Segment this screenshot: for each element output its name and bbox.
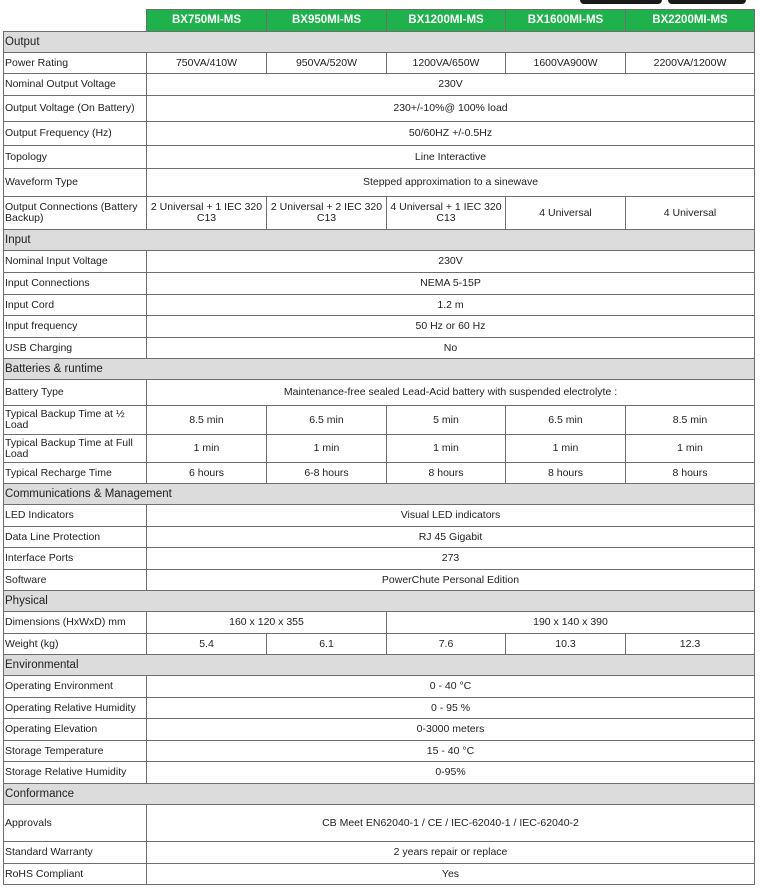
row-label: Typical Recharge Time — [4, 463, 147, 484]
cell-value: 750VA/410W — [147, 53, 267, 74]
cell-value: 4 Universal + 1 IEC 320 C13 — [387, 197, 506, 230]
table-row — [4, 612, 755, 634]
table-row — [4, 634, 755, 655]
model-header: BX2200MI-MS — [626, 10, 755, 32]
row-label: Input Connections — [4, 273, 147, 295]
table-row — [4, 197, 755, 230]
table-row — [4, 316, 755, 338]
cell-value: 1 min — [267, 435, 387, 463]
table-row — [4, 719, 755, 741]
cell-value: 6.5 min — [506, 406, 626, 435]
table-row — [4, 406, 755, 435]
row-label: LED Indicators — [4, 505, 147, 527]
cell-value: Line Interactive — [147, 146, 755, 169]
table-row — [4, 505, 755, 527]
cell-value: 1600VA900W — [506, 53, 626, 74]
cell-value: PowerChute Personal Edition — [147, 570, 755, 591]
cell-value: 1.2 m — [147, 295, 755, 316]
cell-value: 273 — [147, 548, 755, 570]
cell-value: 230V — [147, 251, 755, 273]
table-row — [4, 295, 755, 316]
cell-value: 8 hours — [387, 463, 506, 484]
row-label: Weight (kg) — [4, 634, 147, 655]
row-label: Storage Temperature — [4, 741, 147, 762]
row-label: Battery Type — [4, 380, 147, 406]
table-row — [4, 380, 755, 406]
table-row — [4, 435, 755, 463]
row-label: Standard Warranty — [4, 842, 147, 864]
cell-value: Stepped approximation to a sinewave — [147, 169, 755, 197]
cell-value: 230V — [147, 74, 755, 96]
table-row — [4, 698, 755, 719]
table-row — [4, 96, 755, 122]
row-label: Operating Environment — [4, 676, 147, 698]
cell-value: CB Meet EN62040-1 / CE / IEC-62040-1 / IEC-62040-2 — [147, 805, 755, 842]
model-header: BX750MI-MS — [147, 10, 267, 32]
cell-value: Yes — [147, 864, 755, 885]
table-row — [4, 805, 755, 842]
cell-value: 2200VA/1200W — [626, 53, 755, 74]
table-row — [4, 527, 755, 548]
row-label: Dimensions (HxWxD) mm — [4, 612, 147, 634]
row-label: Operating Relative Humidity — [4, 698, 147, 719]
row-label: Typical Backup Time at ½ Load — [4, 406, 147, 435]
cell-value: 1 min — [147, 435, 267, 463]
row-label: Output Voltage (On Battery) — [4, 96, 147, 122]
spec-table — [3, 9, 755, 885]
cell-value: 1200VA/650W — [387, 53, 506, 74]
cell-value: 0 - 95 % — [147, 698, 755, 719]
top-tab-right — [668, 0, 746, 4]
row-label: Operating Elevation — [4, 719, 147, 741]
model-header: BX1600MI-MS — [506, 10, 626, 32]
cell-value: 8.5 min — [147, 406, 267, 435]
cell-value: 160 x 120 x 355 — [147, 612, 387, 634]
cell-value: 7.6 — [387, 634, 506, 655]
cell-value: 12.3 — [626, 634, 755, 655]
row-label: Approvals — [4, 805, 147, 842]
header-row — [4, 10, 755, 32]
cell-value: 10.3 — [506, 634, 626, 655]
cell-value: 0 - 40 °C — [147, 676, 755, 698]
row-label: Power Rating — [4, 53, 147, 74]
section-title-environmental: Environmental — [4, 655, 755, 676]
cell-value: 6 hours — [147, 463, 267, 484]
table-row — [4, 463, 755, 484]
table-row — [4, 338, 755, 359]
cell-value: 2 Universal + 1 IEC 320 C13 — [147, 197, 267, 230]
model-header: BX950MI-MS — [267, 10, 387, 32]
row-label: Topology — [4, 146, 147, 169]
row-label: Nominal Output Voltage — [4, 74, 147, 96]
row-label: USB Charging — [4, 338, 147, 359]
cell-value: 1 min — [626, 435, 755, 463]
cell-value: 5 min — [387, 406, 506, 435]
cell-value: 1 min — [387, 435, 506, 463]
top-tab-left — [580, 0, 662, 4]
cell-value: 4 Universal — [506, 197, 626, 230]
section-title-batteries: Batteries & runtime — [4, 359, 755, 380]
table-row — [4, 251, 755, 273]
row-label: Input frequency — [4, 316, 147, 338]
cell-value: 6.1 — [267, 634, 387, 655]
cell-value: 8 hours — [506, 463, 626, 484]
cell-value: 1 min — [506, 435, 626, 463]
cell-value: 50 Hz or 60 Hz — [147, 316, 755, 338]
table-row — [4, 676, 755, 698]
cell-value: 4 Universal — [626, 197, 755, 230]
section-row — [4, 784, 755, 805]
header-blank — [4, 10, 147, 32]
cell-value: Visual LED indicators — [147, 505, 755, 527]
row-label: Typical Backup Time at Full Load — [4, 435, 147, 463]
cell-value: 6-8 hours — [267, 463, 387, 484]
cell-value: 190 x 140 x 390 — [387, 612, 755, 634]
row-label: Output Frequency (Hz) — [4, 122, 147, 146]
table-row — [4, 741, 755, 762]
section-row — [4, 230, 755, 251]
cell-value: 8.5 min — [626, 406, 755, 435]
cell-value: 0-95% — [147, 762, 755, 784]
section-title-comms: Communications & Management — [4, 484, 755, 505]
table-row — [4, 169, 755, 197]
cell-value: 8 hours — [626, 463, 755, 484]
table-row — [4, 864, 755, 885]
row-label: Storage Relative Humidity — [4, 762, 147, 784]
section-title-conformance: Conformance — [4, 784, 755, 805]
table-row — [4, 74, 755, 96]
cell-value: RJ 45 Gigabit — [147, 527, 755, 548]
cell-value: 15 - 40 °C — [147, 741, 755, 762]
row-label: Output Connections (Battery Backup) — [4, 197, 147, 230]
cell-value: 2 years repair or replace — [147, 842, 755, 864]
section-title-output: Output — [4, 32, 755, 53]
row-label: Waveform Type — [4, 169, 147, 197]
model-header: BX1200MI-MS — [387, 10, 506, 32]
row-label: Software — [4, 570, 147, 591]
cell-value: 950VA/520W — [267, 53, 387, 74]
cell-value: Maintenance-free sealed Lead-Acid battery with suspended electrolyte : — [147, 380, 755, 406]
section-title-physical: Physical — [4, 591, 755, 612]
cell-value: 230+/-10%@ 100% load — [147, 96, 755, 122]
cell-value: 5.4 — [147, 634, 267, 655]
cell-value: 6.5 min — [267, 406, 387, 435]
section-row — [4, 32, 755, 53]
table-row — [4, 570, 755, 591]
cell-value: No — [147, 338, 755, 359]
row-label: Interface Ports — [4, 548, 147, 570]
table-row — [4, 273, 755, 295]
top-decoration — [580, 0, 750, 6]
cell-value: 50/60HZ +/-0.5Hz — [147, 122, 755, 146]
table-row — [4, 548, 755, 570]
section-title-input: Input — [4, 230, 755, 251]
section-row — [4, 359, 755, 380]
table-row — [4, 122, 755, 146]
section-row — [4, 591, 755, 612]
table-row — [4, 762, 755, 784]
cell-value: 0-3000 meters — [147, 719, 755, 741]
cell-value: NEMA 5-15P — [147, 273, 755, 295]
table-row — [4, 842, 755, 864]
section-row — [4, 484, 755, 505]
table-row — [4, 53, 755, 74]
row-label: Nominal Input Voltage — [4, 251, 147, 273]
section-row — [4, 655, 755, 676]
row-label: RoHS Compliant — [4, 864, 147, 885]
cell-value: 2 Universal + 2 IEC 320 C13 — [267, 197, 387, 230]
row-label: Data Line Protection — [4, 527, 147, 548]
row-label: Input Cord — [4, 295, 147, 316]
table-row — [4, 146, 755, 169]
